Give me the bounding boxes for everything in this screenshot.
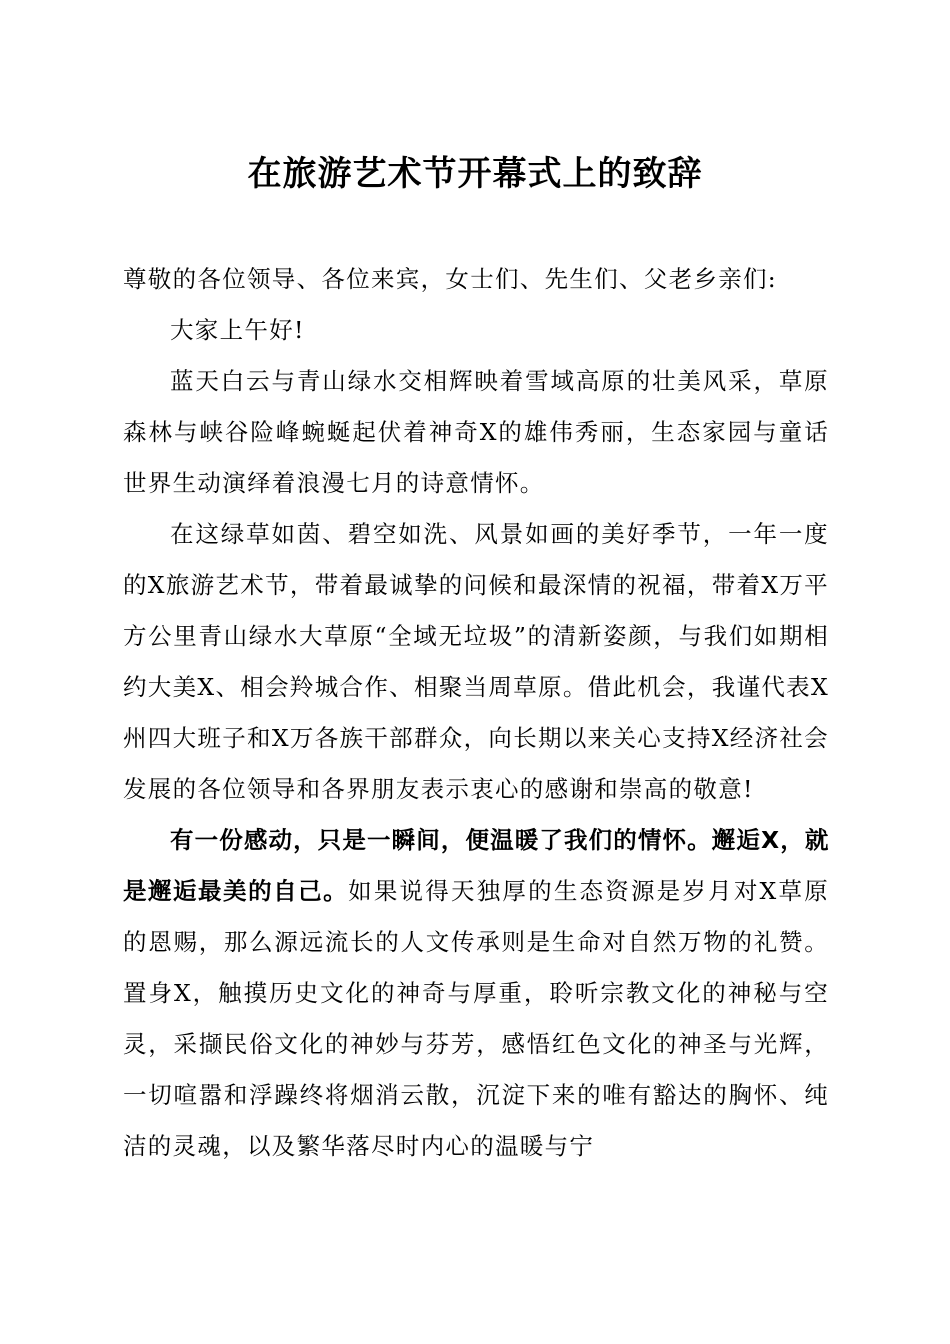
- paragraph-3: [123, 815, 829, 1172]
- paragraph-2: 在这绿草如茵、碧空如洗、风景如画的美好季节，一年一度的X旅游艺术节，带着最诚挚的问候和最深情的祝福，带着X万平方公里青山绿水大草原“全域无垃圾”的清新姿颜，与我们如期相约大美X、相会羚城合作、相聚当周草原。借此机会，我谨代表X州四大班子和X万各族干部群众，向长期以来关心支持X经济社会发展的各位领导和各界朋友表示衷心的感谢和崇高的敬意!: [123, 520, 829, 803]
- paragraph-3-bold-second: 邂逅X，就是邂逅最美的自己。: [123, 826, 830, 905]
- document-body: [123, 254, 829, 1172]
- salutation-line: 尊敬的各位领导、各位来宾，女士们、先生们、父老乡亲们:: [123, 265, 778, 293]
- paragraph-1: 蓝天白云与青山绿水交相辉映着雪域高原的壮美风采，草原森林与峡谷险峰蜿蜒起伏着神奇X的雄伟秀丽，生态家园与童话世界生动演绎着浪漫七月的诗意情怀。: [123, 367, 829, 497]
- paragraph-3-bold-lead: 有一份感动，只是一瞬间，便温暖了我们的情怀。: [170, 826, 712, 854]
- paragraph-3-rest: 如果说得天独厚的生态资源是岁月对X草原的恩赐，那么源远流长的人文传承则是生命对自然万物的礼赞。置身X，触摸历史文化的神奇与厚重，聆听宗教文化的神秘与空灵，采撷民俗文化的神妙与芬芳，感悟红色文化的神圣与光辉，一切喧嚣和浮躁终将烟消云散，沉淀下来的唯有豁达的胸怀、纯洁的灵魂，以及繁华落尽时内心的温暖与宁: [123, 877, 829, 1160]
- greeting-line: 大家上午好!: [170, 316, 305, 344]
- document-title: 在旅游艺术节开幕式上的致辞: [247, 154, 703, 194]
